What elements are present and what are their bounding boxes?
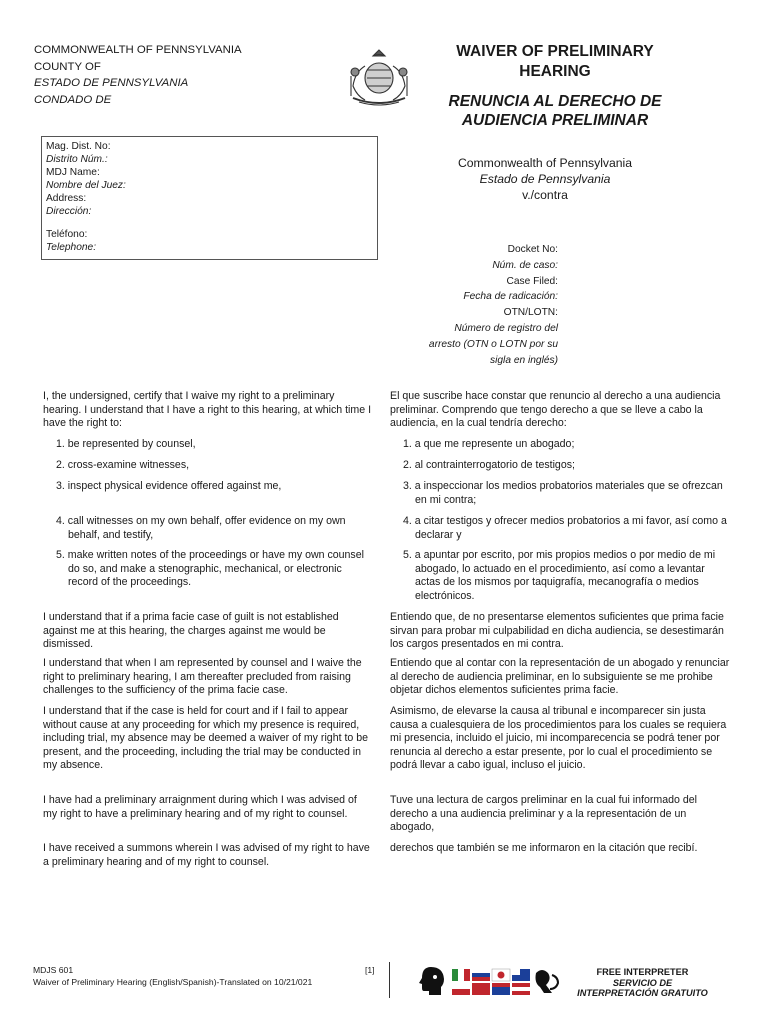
para4-es: Tuve una lectura de cargos preliminar en la cual fui informado del derecho a una audiencia preliminar y a la representación de un abogado, [390,794,697,834]
direccion-label: Dirección: [46,206,92,218]
right-item-es-4: 4. a citar testigos y ofrecer medios probatorios a mi favor, así como a declarar y [403,515,727,541]
telephone-label: Telephone: [46,242,97,254]
right-item-es-2: 2. al contrainterrogatorio de testigos; [403,459,575,471]
caption-estado: Estado de Pennsylvania [479,171,611,186]
para4-en: I have had a preliminary arraignment during which I was advised of my right to have a preliminary hearing and of my right to counsel. [43,794,357,820]
para5-en: I have received a summons wherein I was advised of my right to have a preliminary hearing and of my right to counsel. [43,842,370,868]
para5-es: derechos que también se me informaron en la citación que recibí. [390,842,698,854]
right-item-en-1: 1. be represented by counsel, [56,438,196,450]
right-item-en-3: 3. inspect physical evidence offered against me, [56,480,282,492]
otn-label: OTN/LOTN: [503,307,558,319]
numero-registro-line1: Número de registro del [454,323,558,335]
speaking-head-icon [417,965,447,997]
right-item-es-5: 5. a apuntar por escrito, por mis propios medios o por medio de mi abogado, lo actuado en el procedimiento, así como a levantar actas de los mismos por taquigrafía, mecanografía o medios electrónicos. [403,549,716,602]
para1-en: I understand that if a prima facie case of guilt is not established against me at this hearing, the charges against me would be dismissed. [43,611,339,651]
intro-en: I, the undersigned, certify that I waive my right to a preliminary hearing. I understand that I have a right to this hearing, at which time I have the right to: [43,390,372,430]
distrito-label: Distrito Núm.: [46,154,108,166]
num-caso-label: Núm. de caso: [492,259,558,271]
right-item-en-5: 5. make written notes of the proceedings or have my own counsel do so, and make a stenographic, mechanical, or electronic record of the proceedings. [56,549,364,589]
address-label: Address: [46,193,87,205]
para3-en: I understand that if the case is held for court and if I fail to appear without cause at any proceeding for which my presence is required, including trial, my absence may be deemed a waiver of my right to be present, and the proceeding, including the trial may be conducted in my absence. [43,705,369,772]
mdj-name-label: MDJ Name: [46,167,100,179]
right-item-en-4: 4. call witnesses on my own behalf, offer evidence on my own behalf, and testify, [56,515,346,541]
right-item-es-1: 1. a que me represente un abogado; [403,438,575,450]
magistrate-info-box [41,136,378,260]
title-en-line2: HEARING [519,62,591,80]
interp-en: FREE INTERPRETER [596,967,689,977]
title-es-line1: RENUNCIA AL DERECHO DE [448,92,662,110]
caption-commonwealth: Commonwealth of Pennsylvania [457,156,633,170]
county-label: COUNTY OF [34,60,101,73]
form-description: Waiver of Preliminary Hearing (English/Spanish)-Translated on 10/21/021 [33,976,313,987]
case-filed-label: Case Filed: [506,275,558,287]
form-number: MDJS 601 [33,965,74,975]
nombre-juez-label: Nombre del Juez: [46,180,126,192]
right-item-en-2: 2. cross-examine witnesses, [56,459,190,471]
mag-dist-label: Mag. Dist. No: [46,141,111,152]
form-footer [33,965,312,988]
court-header [34,42,242,108]
interp-es-line1: SERVICIO DE [612,977,673,988]
numero-registro-line2: arresto (OTN o LOTN por su [428,338,558,350]
para1-es: Entiendo que, de no presentarse elementos suficientes que prima facie sirvan para probar mi culpabilidad en dicha audiencia, se desestimarán los cargos presentados en mi contra. [390,611,724,651]
para3-es: Asimismo, de elevarse la causa al tribunal e incomparecer sin justa causa a cualesquiera de los procedimientos para los cuales se requiera mi presencia, incluido el juicio, mi incomparecencia se podrá tener por renuncia al derecho a estar presente, por lo cual el procedimiento se podrá llevar a cabo igual, incluso el juicio. [390,705,727,772]
right-item-es-3: 3. a inspeccionar los medios probatorios materiales que se ofrezcan en mi contra; [403,480,723,506]
interp-es-line2: INTERPRETACIÓN GRATUITO [577,988,708,999]
case-caption [420,156,670,204]
title-es-line2: AUDIENCIA PRELIMINAR [461,112,649,130]
numero-registro-line3: sigla en inglés) [490,354,558,366]
condado-label: CONDADO DE [34,93,112,106]
free-interpreter-notice [575,967,710,999]
telefono-label: Teléfono: [46,229,88,241]
para2-es: Entiendo que al contar con la representación de un abogado y renunciar al derecho de audiencia preliminar, en lo subsiguiente se me prohibe objetar dichos elementos suficientes prima facie. [390,657,730,697]
pennsylvania-seal-icon [345,46,413,108]
caption-versus: v./contra [522,187,568,202]
footer-divider [389,962,390,998]
intro-es: El que suscribe hace constar que renuncio al derecho a una audiencia preliminar. Comprendo que tengo derecho a que se lleve a cabo la audiencia, en la cual tendría derecho: [390,390,721,430]
para2-en: I understand that when I am represented by counsel and I waive the right to preliminary hearing, I am thereafter precluded from raising challenges to the sufficiency of the prima facie case. [43,657,362,697]
estado-label: ESTADO DE PENNSYLVANIA [34,77,189,90]
form-title [430,42,680,131]
fecha-label: Fecha de radicación: [463,291,558,303]
title-es [430,92,680,132]
title-en-line1: WAIVER OF PRELIMINARY [456,43,654,60]
docket-no-label: Docket No: [507,244,558,255]
docket-info [395,242,558,369]
page-number: [1] [365,965,375,975]
language-flags-icon [450,967,568,997]
commonwealth-label: COMMONWEALTH OF PENNSYLVANIA [34,44,242,56]
